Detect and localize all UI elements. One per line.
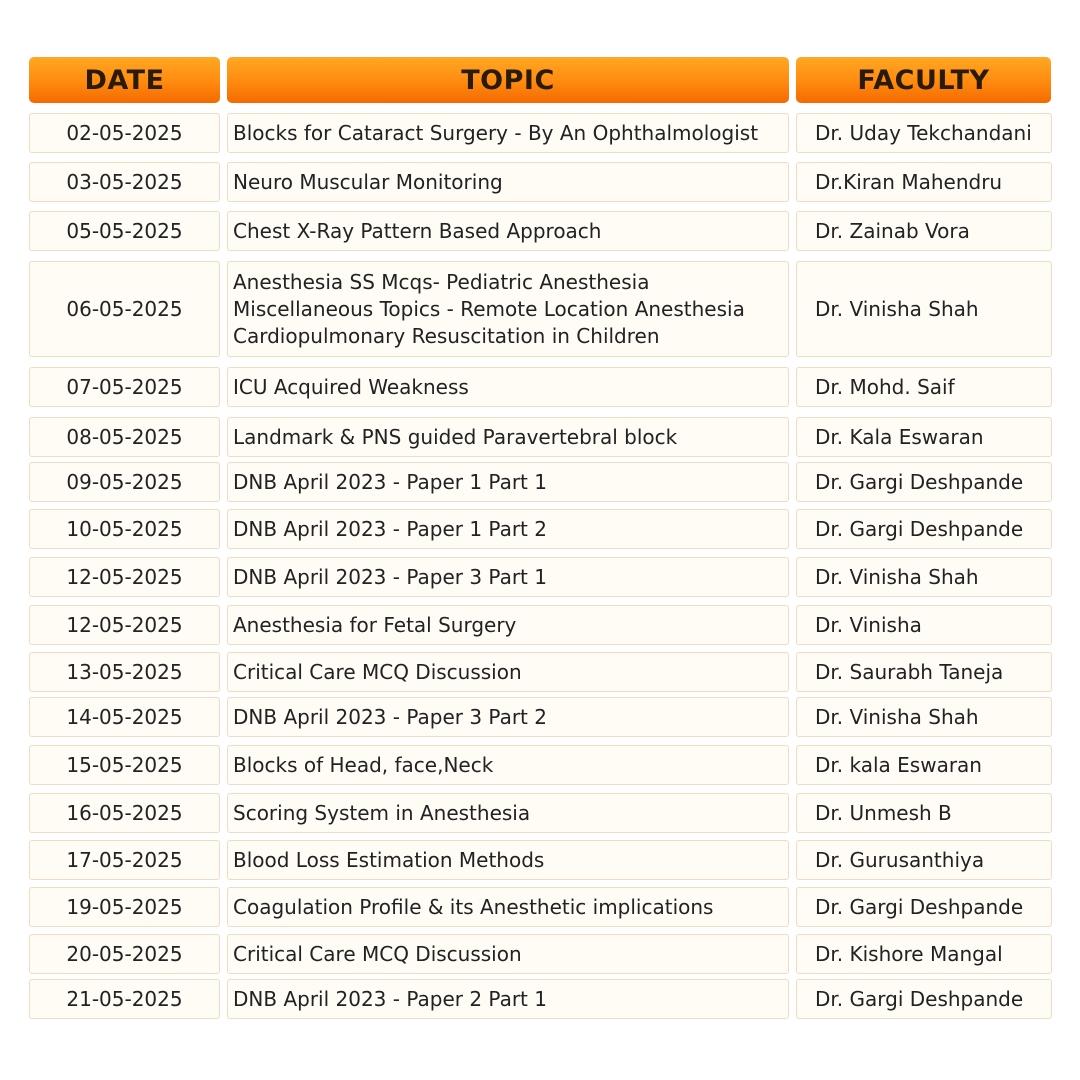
row-topic: Blocks for Cataract Surgery - By An Ophthalmologist <box>227 113 789 153</box>
row-topic: Blood Loss Estimation Methods <box>227 840 789 880</box>
row-topic: Neuro Muscular Monitoring <box>227 162 789 202</box>
row-topic: Scoring System in Anesthesia <box>227 793 789 833</box>
row-faculty: Dr. Gargi Deshpande <box>796 979 1052 1019</box>
row-faculty: Dr. Mohd. Saif <box>796 367 1052 407</box>
row-topic: DNB April 2023 - Paper 3 Part 2 <box>227 697 789 737</box>
row-topic <box>227 261 789 357</box>
row-faculty: Dr. Kala Eswaran <box>796 417 1052 457</box>
row-date: 20-05-2025 <box>29 934 220 974</box>
row-faculty: Dr. Gargi Deshpande <box>796 462 1052 502</box>
row-topic: DNB April 2023 - Paper 2 Part 1 <box>227 979 789 1019</box>
row-faculty: Dr. Gurusanthiya <box>796 840 1052 880</box>
row-topic: DNB April 2023 - Paper 1 Part 1 <box>227 462 789 502</box>
row-faculty: Dr. Vinisha <box>796 605 1052 645</box>
row-date: 15-05-2025 <box>29 745 220 785</box>
topic-line: Miscellaneous Topics - Remote Location Anesthesia <box>233 296 745 321</box>
row-faculty: Dr. Unmesh B <box>796 793 1052 833</box>
row-date: 08-05-2025 <box>29 417 220 457</box>
row-faculty: Dr. Gargi Deshpande <box>796 887 1052 927</box>
row-date: 14-05-2025 <box>29 697 220 737</box>
header-faculty: FACULTY <box>796 57 1051 103</box>
row-faculty: Dr. Vinisha Shah <box>796 557 1052 597</box>
row-date: 21-05-2025 <box>29 979 220 1019</box>
row-date: 17-05-2025 <box>29 840 220 880</box>
row-faculty: Dr. kala Eswaran <box>796 745 1052 785</box>
row-topic: Chest X-Ray Pattern Based Approach <box>227 211 789 251</box>
header-date: DATE <box>29 57 220 103</box>
row-topic: DNB April 2023 - Paper 1 Part 2 <box>227 509 789 549</box>
topic-line: Cardiopulmonary Resuscitation in Children <box>233 323 660 348</box>
row-faculty: Dr. Kishore Mangal <box>796 934 1052 974</box>
row-date: 06-05-2025 <box>29 261 220 357</box>
row-faculty: Dr. Zainab Vora <box>796 211 1052 251</box>
row-topic: Coagulation Profile & its Anesthetic implications <box>227 887 789 927</box>
row-date: 16-05-2025 <box>29 793 220 833</box>
row-faculty: Dr. Gargi Deshpande <box>796 509 1052 549</box>
row-topic: Landmark & PNS guided Paravertebral block <box>227 417 789 457</box>
row-date: 10-05-2025 <box>29 509 220 549</box>
row-topic: DNB April 2023 - Paper 3 Part 1 <box>227 557 789 597</box>
row-topic: Critical Care MCQ Discussion <box>227 652 789 692</box>
row-date: 12-05-2025 <box>29 605 220 645</box>
row-topic: Blocks of Head, face,Neck <box>227 745 789 785</box>
row-date: 13-05-2025 <box>29 652 220 692</box>
row-date: 02-05-2025 <box>29 113 220 153</box>
row-date: 12-05-2025 <box>29 557 220 597</box>
row-faculty: Dr. Vinisha Shah <box>796 697 1052 737</box>
row-faculty: Dr.Kiran Mahendru <box>796 162 1052 202</box>
row-topic: Anesthesia for Fetal Surgery <box>227 605 789 645</box>
header-topic: TOPIC <box>227 57 789 103</box>
row-faculty: Dr. Saurabh Taneja <box>796 652 1052 692</box>
row-date: 03-05-2025 <box>29 162 220 202</box>
topic-line: Anesthesia SS Mcqs- Pediatric Anesthesia <box>233 269 650 294</box>
row-date: 05-05-2025 <box>29 211 220 251</box>
row-date: 09-05-2025 <box>29 462 220 502</box>
row-faculty: Dr. Vinisha Shah <box>796 261 1052 357</box>
row-topic: Critical Care MCQ Discussion <box>227 934 789 974</box>
row-faculty: Dr. Uday Tekchandani <box>796 113 1052 153</box>
row-date: 07-05-2025 <box>29 367 220 407</box>
row-date: 19-05-2025 <box>29 887 220 927</box>
row-topic: ICU Acquired Weakness <box>227 367 789 407</box>
